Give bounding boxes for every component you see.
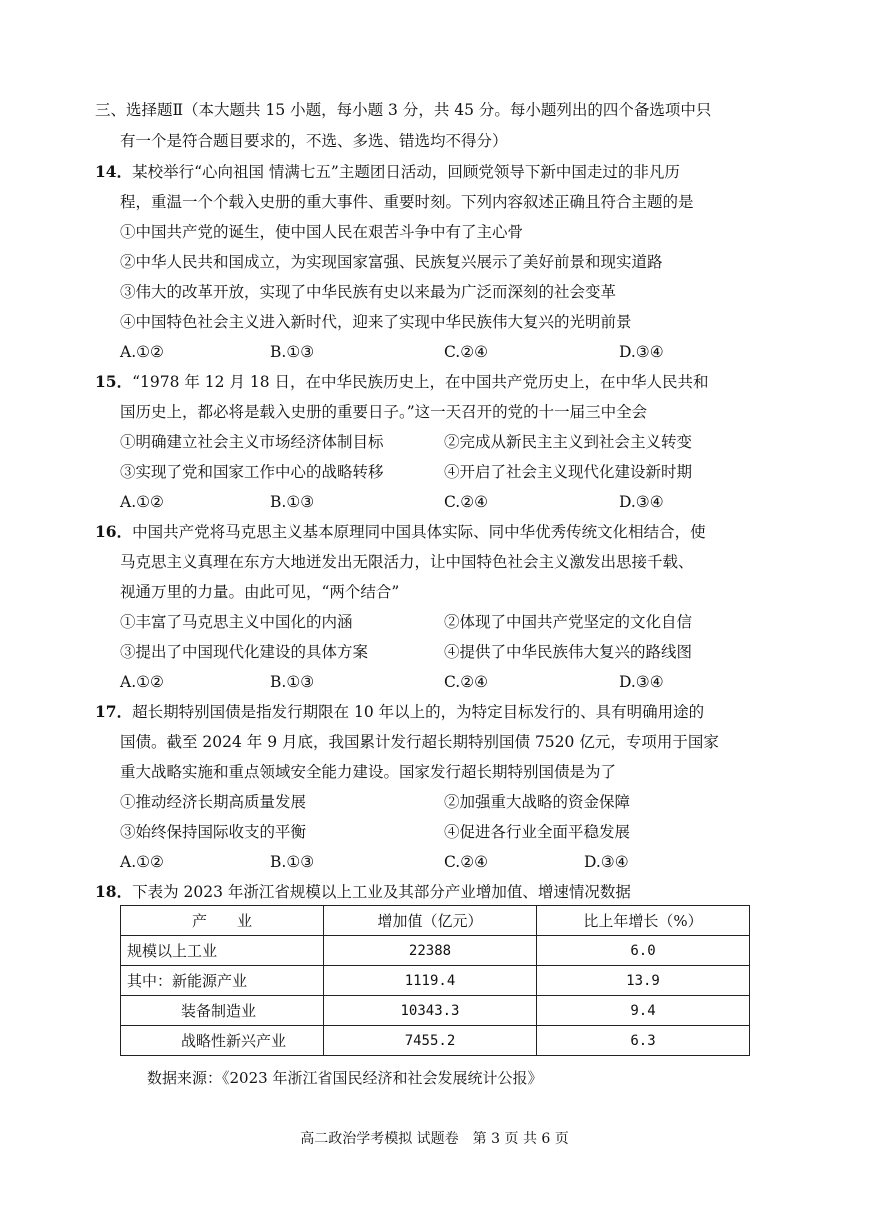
- question-17-stem-line2: 国债。截至 2024 年 9 月底，我国累计发行超长期特别国债 7520 亿元，专项用于国家: [120, 733, 719, 751]
- table-row: [121, 996, 750, 1026]
- question-16-choice-b[interactable]: B.①③: [270, 673, 315, 691]
- question-17-choice-b[interactable]: B.①③: [270, 853, 315, 871]
- question-15-item-3: ③实现了党和国家工作中心的战略转移: [120, 463, 384, 481]
- question-17-item-1: ①推动经济长期高质量发展: [120, 793, 307, 811]
- section-header-line1: 三、选择题Ⅱ（本大题共 15 小题，每小题 3 分，共 45 分。每小题列出的四个备选项中只: [95, 101, 712, 119]
- question-16-stem-line2: 马克思主义真理在东方大地迸发出无限活力，让中国特色社会主义激发出思接千载、: [120, 553, 694, 571]
- question-14-item-4: ④中国特色社会主义进入新时代，迎来了实现中华民族伟大复兴的光明前景: [120, 313, 632, 331]
- question-15-choice-a[interactable]: A.①②: [120, 493, 164, 511]
- question-14-choice-a[interactable]: A.①②: [120, 343, 164, 361]
- question-15-choice-d[interactable]: D.③④: [619, 493, 664, 511]
- question-16-stem-line1: [95, 522, 706, 542]
- question-17-item-4: ④促进各行业全面平稳发展: [444, 823, 631, 841]
- table-cell-growth: 6.0: [537, 936, 750, 966]
- table-cell-value: 22388: [324, 936, 537, 966]
- question-16-item-2: ②体现了中国共产党坚定的文化自信: [444, 613, 693, 631]
- question-16-item-1: ①丰富了马克思主义中国化的内涵: [120, 613, 353, 631]
- question-14-item-3: ③伟大的改革开放，实现了中华民族有史以来最为广泛而深刻的社会变革: [120, 283, 617, 301]
- question-17-stem-line3: 重大战略实施和重点领域安全能力建设。国家发行超长期特别国债是为了: [120, 763, 617, 781]
- question-15-item-4: ④开启了社会主义现代化建设新时期: [444, 463, 693, 481]
- question-15-text1: “1978 年 12 月 18 日，在中华民族历史上，在中国共产党历史上，在中华人民共和: [132, 373, 709, 391]
- table-cell-industry: 规模以上工业: [121, 936, 324, 966]
- question-17-choice-a[interactable]: A.①②: [120, 853, 164, 871]
- table-header-industry: 产 业: [121, 906, 324, 936]
- page-footer: 高二政治学考模拟 试题卷 第 3 页 共 6 页: [300, 1131, 569, 1147]
- question-15-item-1: ①明确建立社会主义市场经济体制目标: [120, 433, 384, 451]
- table-source-note: 数据来源：《2023 年浙江省国民经济和社会发展统计公报》: [147, 1069, 543, 1087]
- question-16-choice-c[interactable]: C.②④: [444, 673, 489, 691]
- question-15-choice-c[interactable]: C.②④: [444, 493, 489, 511]
- table-header-growth: 比上年增长（%）: [537, 906, 750, 936]
- question-16-number: 16．: [95, 522, 133, 541]
- question-16-choice-d[interactable]: D.③④: [619, 673, 664, 691]
- table-cell-value: 10343.3: [324, 996, 537, 1026]
- table-cell-industry: 其中：新能源产业: [121, 966, 324, 996]
- question-15-stem-line2: 国历史上，都必将是载入史册的重要日子。”这一天召开的党的十一届三中全会: [120, 403, 648, 421]
- question-17-item-2: ②加强重大战略的资金保障: [444, 793, 631, 811]
- question-14-stem-line1: [95, 162, 680, 182]
- question-14-item-1: ①中国共产党的诞生，使中国人民在艰苦斗争中有了主心骨: [120, 223, 524, 241]
- question-16-text1: 中国共产党将马克思主义基本原理同中国具体实际、同中华优秀传统文化相结合，使: [132, 523, 706, 541]
- question-17-item-3: ③始终保持国际收支的平衡: [120, 823, 307, 841]
- question-14-item-2: ②中华人民共和国成立，为实现国家富强、民族复兴展示了美好前景和现实道路: [120, 253, 663, 271]
- question-17-text1: 超长期特别国债是指发行期限在 10 年以上的，为特定目标发行的、具有明确用途的: [132, 703, 705, 721]
- table-cell-growth: 9.4: [537, 996, 750, 1026]
- question-14-number: 14．: [95, 162, 133, 181]
- question-15-stem-line1: [95, 372, 709, 392]
- table-cell-value: 7455.2: [324, 1026, 537, 1056]
- question-16-item-4: ④提供了中华民族伟大复兴的路线图: [444, 643, 693, 661]
- table-cell-industry: 装备制造业: [121, 996, 324, 1026]
- table-header-row: [121, 906, 750, 936]
- question-16-item-3: ③提出了中国现代化建设的具体方案: [120, 643, 369, 661]
- table-cell-growth: 13.9: [537, 966, 750, 996]
- table-row: [121, 1026, 750, 1056]
- question-15-item-2: ②完成从新民主主义到社会主义转变: [444, 433, 693, 451]
- question-15-choice-b[interactable]: B.①③: [270, 493, 315, 511]
- question-18-number: 18．: [95, 882, 133, 901]
- question-14-choice-b[interactable]: B.①③: [270, 343, 315, 361]
- question-14-choice-c[interactable]: C.②④: [444, 343, 489, 361]
- question-18-stem-line1: [95, 882, 631, 902]
- question-17-choice-c[interactable]: C.②④: [444, 853, 489, 871]
- question-17-stem-line1: [95, 702, 704, 722]
- table-row: [121, 936, 750, 966]
- industry-data-table: [120, 905, 750, 1056]
- table-cell-value: 1119.4: [324, 966, 537, 996]
- question-15-number: 15．: [95, 372, 133, 391]
- table-cell-growth: 6.3: [537, 1026, 750, 1056]
- table-row: [121, 966, 750, 996]
- question-16-stem-line3: 视通万里的力量。由此可见，“两个结合”: [120, 583, 400, 601]
- table-cell-industry: 战略性新兴产业: [121, 1026, 324, 1056]
- question-17-choice-d[interactable]: D.③④: [584, 853, 629, 871]
- question-17-number: 17．: [95, 702, 133, 721]
- question-18-text1: 下表为 2023 年浙江省规模以上工业及其部分产业增加值、增速情况数据: [132, 883, 631, 901]
- question-14-choice-d[interactable]: D.③④: [619, 343, 664, 361]
- question-16-choice-a[interactable]: A.①②: [120, 673, 164, 691]
- table-header-value-added: 增加值（亿元）: [324, 906, 537, 936]
- section-header-line2: 有一个是符合题目要求的，不选、多选、错选均不得分）: [120, 132, 508, 150]
- question-14-stem-line2: 程，重温一个个载入史册的重大事件、重要时刻。下列内容叙述正确且符合主题的是: [120, 193, 694, 211]
- question-14-text1: 某校举行“心向祖国 情满七五”主题团日活动，回顾党领导下新中国走过的非凡历: [132, 163, 680, 181]
